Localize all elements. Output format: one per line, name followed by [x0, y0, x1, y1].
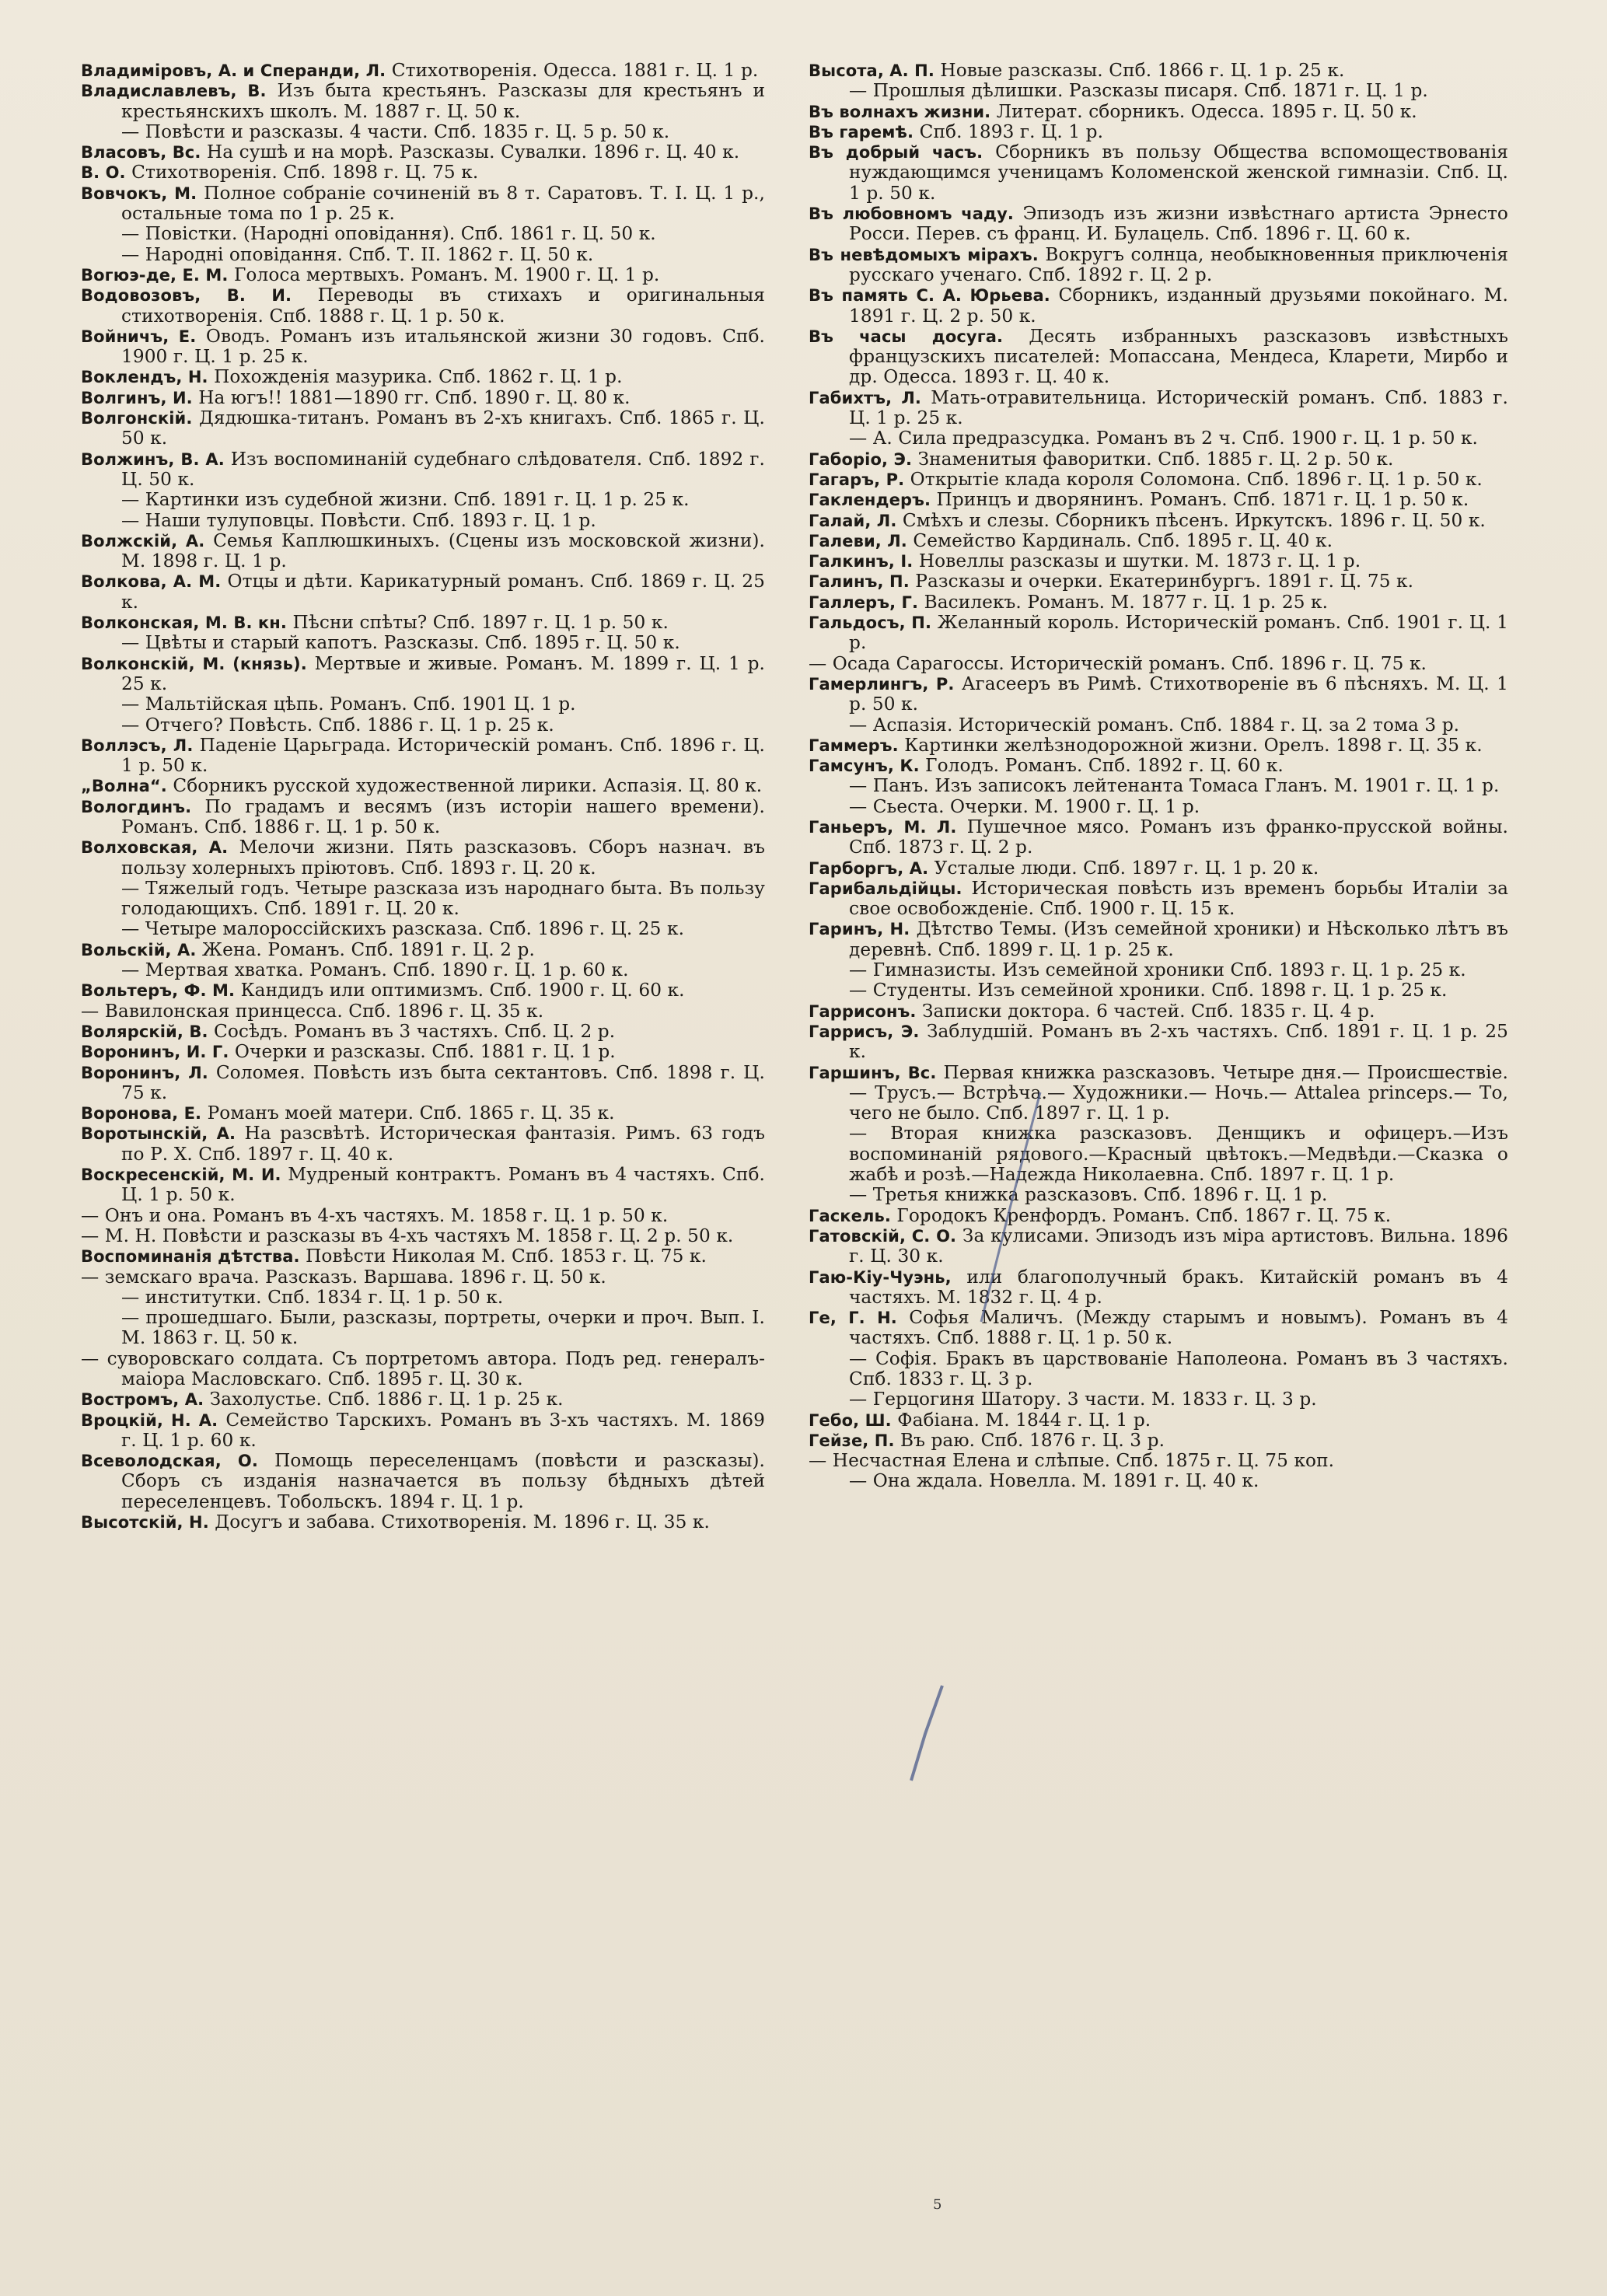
- sub-entry: — Студенты. Изъ семейной хроники. Спб. 1898 г. Ц. 1 р. 25 к.: [849, 980, 1448, 1001]
- entry: [809, 142, 1508, 204]
- entry-heading: Въ гаремѣ.: [809, 122, 914, 142]
- entry: [81, 654, 765, 695]
- entry: [81, 1512, 765, 1532]
- sub-entry: — Сьеста. Очерки. М. 1900 г. Ц. 1 р.: [849, 795, 1200, 817]
- entry-heading: Воронинъ, И. Г.: [81, 1043, 229, 1062]
- entry-text: Мать-отравительница. Историческій романъ. Спб. 1883 г. Ц. 1 р. 25 к.: [849, 386, 1508, 429]
- entry-text: Принцъ и дворянинъ. Романъ. Спб. 1871 г. Ц. 1 р. 50 к.: [936, 489, 1469, 511]
- entry-text: — Осада Сарагоссы. Историческій романъ. Спб. 1896 г. Ц. 75 к.: [809, 652, 1427, 674]
- entry-heading: Гаклендеръ.: [809, 491, 931, 510]
- sub-entry: — Мальтійская цѣпь. Романъ. Спб. 1901 Ц. 1 р.: [121, 694, 576, 715]
- entry-text: Изъ быта крестьянъ. Разсказы для крестьянъ и крестьянскихъ школъ. М. 1887 г. Ц. 50 к.: [121, 80, 765, 122]
- entry: [809, 511, 1508, 531]
- entry-text: Новеллы разсказы и шутки. М. 1873 г. Ц. 1 р.: [918, 550, 1361, 572]
- entry-heading: Волжскій, А.: [81, 531, 205, 550]
- entry-text: Разсказы и очерки. Екатеринбургъ. 1891 г. Ц. 75 к.: [915, 571, 1414, 592]
- entry-heading: Гамсунъ, К.: [809, 757, 920, 776]
- entry-text: На разсвѣтѣ. Историческая фантазія. Римъ. 63 годъ по Р. Х. Спб. 1897 г. Ц. 40 к.: [121, 1123, 765, 1165]
- entry: [809, 245, 1508, 286]
- entry-heading: Ганьеръ, М. Л.: [809, 817, 957, 837]
- entry-heading: Воротынскій, А.: [81, 1124, 236, 1144]
- entry-text: Сборникъ русской художественной лирики. Аспазія. Ц. 80 к.: [173, 775, 763, 797]
- entry-heading: Волконская, М. В. кн.: [81, 613, 287, 633]
- sub-entry: — Цвѣты и старый капотъ. Разсказы. Спб. 1895 г. Ц. 50 к.: [121, 632, 680, 654]
- entry-heading: Гаршинъ, Вс.: [809, 1063, 937, 1082]
- entry-text: Досугъ и забава. Стихотворенія. М. 1896 г. Ц. 35 к.: [215, 1511, 710, 1533]
- entry: [81, 1246, 765, 1267]
- entry-text: Агасееръ въ Римѣ. Стихотвореніе въ 6 пѣсняхъ. М. Ц. 1 р. 50 к.: [849, 673, 1509, 715]
- entry: [809, 571, 1508, 592]
- entry: [81, 285, 765, 327]
- sub-entry: — Повiстки. (Народнi оповiдання). Спб. 1861 г. Ц. 50 к.: [121, 223, 656, 245]
- entry: [809, 61, 1508, 81]
- entry: [81, 736, 765, 777]
- entry-text: Софья Маличъ. (Между старымъ и новымъ). Романъ въ 4 частяхъ. Спб. 1888 г. Ц. 1 р. 50 к.: [849, 1307, 1508, 1349]
- entry-heading: Габихтъ, Л.: [809, 388, 921, 407]
- entry-heading: Войничъ, Е.: [81, 327, 197, 346]
- sub-entry: — А. Сила предразсудка. Романъ въ 2 ч. Спб. 1900 г. Ц. 1 р. 50 к.: [849, 428, 1479, 449]
- entry: [809, 756, 1508, 776]
- entry-text: Сборникъ въ пользу Общества вспомоществованія нуждающимся ученицамъ Коломенской женской гимназіи. Спб. Ц. 1 р. 50 к.: [849, 142, 1508, 204]
- entry-heading: Гамерлингъ, Р.: [809, 674, 955, 694]
- entry-heading: Воклендъ, Н.: [81, 368, 208, 387]
- entry-heading: Габоріо, Э.: [809, 449, 913, 469]
- entry-heading: Востромъ, А.: [81, 1390, 204, 1410]
- entry-text: Мертвые и живые. Романъ. М. 1899 г. Ц. 1 р. 25 к.: [121, 652, 766, 694]
- sub-entry: — Отчего? Повѣсть. Спб. 1886 г. Ц. 1 р. 25 к.: [121, 714, 554, 736]
- entry: [81, 1389, 765, 1410]
- entry-heading: Вольтеръ, Ф. М.: [81, 981, 236, 1001]
- entry: [809, 551, 1508, 571]
- entry: [81, 1226, 765, 1246]
- entry-heading: Воспоминанія дѣтства.: [81, 1247, 300, 1267]
- entry-text: Голоса мертвыхъ. Романъ. М. 1900 г. Ц. 1 р.: [233, 264, 660, 285]
- entry-text: Первая книжка разсказовъ. Четыре дня.— Происшествіе.— Трусъ.— Встрѣча.— Художники.— Ночь.— Attalea princeps.— То, чего не было. Спб. 1897 г. Ц. 1 р.: [849, 1061, 1508, 1124]
- entry-text: или благополучный бракъ. Китайскій романъ въ 4 частяхъ. М. 1832 г. Ц. 4 р.: [849, 1266, 1508, 1308]
- entry-text: Десять избранныхъ разсказовъ извѣстныхъ французскихъ писателей: Мопассана, Мендеса, Кларети, Мирбо и др. Одесса. 1893 г. Ц. 40 к.: [849, 325, 1508, 388]
- entry: [809, 449, 1508, 470]
- entry: [809, 817, 1508, 858]
- entry-heading: Галай, Л.: [809, 511, 897, 530]
- entry-text: Кандидъ или оптимизмъ. Спб. 1900 г. Ц. 60 к.: [240, 980, 685, 1001]
- entry: [809, 1022, 1508, 1063]
- sub-entry: — Третья книжка разсказовъ. Спб. 1896 г. Ц. 1 р.: [849, 1184, 1328, 1206]
- entry: [81, 1410, 765, 1452]
- entry-text: Заблудшій. Романъ въ 2-хъ частяхъ. Спб. 1891 г. Ц. 1 р. 25 к.: [849, 1020, 1508, 1063]
- entry-heading: Высота, А. П.: [809, 61, 935, 80]
- entry: [809, 592, 1508, 613]
- entry-text: Сборникъ, изданный друзьями покойнаго. М. 1891 г. Ц. 2 р. 50 к.: [849, 285, 1508, 327]
- entry-heading: Въ невѣдомыхъ мірахъ.: [809, 245, 1039, 264]
- sub-entry: — Четыре малороссійскихъ разсказа. Спб. 1896 г. Ц. 25 к.: [121, 918, 685, 940]
- entry-heading: Воскресенскій, М. И.: [81, 1165, 281, 1185]
- entry-heading: Въ часы досуга.: [809, 327, 1004, 346]
- entry: [809, 122, 1508, 142]
- entry: [809, 285, 1508, 327]
- entry: [809, 654, 1508, 674]
- entry-heading: Воронова, Е.: [81, 1104, 202, 1124]
- left-column: [81, 61, 765, 1532]
- entry-text: Фабіана. М. 1844 г. Ц. 1 р.: [897, 1409, 1151, 1431]
- entry-text: Городокъ Кренфордъ. Романъ. Спб. 1867 г. Ц. 75 к.: [896, 1204, 1392, 1226]
- entry-text: Эпизодъ изъ жизни извѣстнаго артиста Эрнесто Росси. Перев. съ франц. И. Булацель. Спб. 1896 г. Ц. 60 к.: [849, 203, 1508, 245]
- entry: [81, 1001, 765, 1022]
- entry-heading: Волконскій, М. (князь).: [81, 654, 307, 673]
- entry-text: Записки доктора. 6 частей. Спб. 1835 г. Ц. 4 р.: [921, 1000, 1375, 1022]
- entry: [81, 1124, 765, 1165]
- entry: [81, 1165, 765, 1206]
- entry-text: Дѣтство Темы. (Изъ семейной хроники) и Нѣсколько лѣтъ въ деревнѣ. Спб. 1899 г. Ц. 1 р. 25 к.: [849, 918, 1508, 960]
- entry-text: Новые разсказы. Спб. 1866 г. Ц. 1 р. 25 к.: [940, 60, 1345, 81]
- entry-heading: Галкинъ, І.: [809, 552, 914, 571]
- entry: [81, 1042, 765, 1062]
- entry: [809, 490, 1508, 510]
- entry-heading: „Волна“.: [81, 777, 167, 796]
- entry-text: Открытіе клада короля Соломона. Спб. 1896 г. Ц. 1 р. 50 к.: [910, 468, 1483, 490]
- entry: [81, 327, 765, 368]
- entry-text: Романъ моей матери. Спб. 1865 г. Ц. 35 к.: [207, 1103, 615, 1124]
- entry-heading: Водовозовъ, В. И.: [81, 286, 292, 306]
- sub-entry: — институтки. Спб. 1834 г. Ц. 1 р. 50 к.: [121, 1286, 504, 1308]
- entry-text: Похожденія мазурика. Спб. 1862 г. Ц. 1 р.: [214, 366, 623, 388]
- entry-text: Семья Каплюшкиныхъ. (Сцены изъ московской жизни). М. 1898 г. Ц. 1 р.: [121, 529, 765, 572]
- entry-heading: Гебо, Ш.: [809, 1410, 892, 1430]
- entry-text: Полное собраніе сочиненій въ 8 т. Саратовъ. Т. I. Ц. 1 р., остальные тома по 1 р. 25 к.: [121, 182, 766, 225]
- entry-text: Стихотворенія. Одесса. 1881 г. Ц. 1 р.: [391, 60, 759, 81]
- sub-entry: — Народнi оповiдання. Спб. Т. II. 1862 г. Ц. 50 к.: [121, 243, 594, 265]
- entry-heading: Высотскій, Н.: [81, 1513, 209, 1532]
- sub-entry: — прошедшаго. Были, разсказы, портреты, очерки и проч. Вып. I. М. 1863 г. Ц. 50 к.: [121, 1307, 765, 1349]
- entry-text: Мудреный контрактъ. Романъ въ 4 частяхъ. Спб. Ц. 1 р. 50 к.: [121, 1164, 765, 1206]
- entry: [809, 327, 1508, 388]
- entry-text: Пѣсни спѣты? Спб. 1897 г. Ц. 1 р. 50 к.: [292, 612, 669, 634]
- entry-heading: Власовъ, Вс.: [81, 143, 201, 163]
- entry: [81, 776, 765, 796]
- entry-heading: Ге, Г. Н.: [809, 1309, 897, 1328]
- entry-heading: Волярскій, В.: [81, 1022, 208, 1041]
- entry-heading: Гатовскій, С. О.: [809, 1226, 957, 1246]
- entry-text: — земскаго врача. Разсказъ. Варшава. 1896 г. Ц. 50 к.: [81, 1266, 606, 1288]
- sub-entry: — Вторая книжка разсказовъ. Денщикъ и офицеръ.—Изъ воспоминаній рядового.—Красный цвѣтокъ.—Медвѣди.—Сказка о жабѣ и розѣ.—Надежда Николаевна. Спб. 1897 г. Ц. 1 р.: [849, 1123, 1508, 1186]
- entry-text: Повѣсти Николая М. Спб. 1853 г. Ц. 75 к.: [306, 1246, 707, 1267]
- entry-heading: Въ память С. А. Юрьева.: [809, 286, 1050, 306]
- entry-text: Изъ воспоминаній судебнаго слѣдователя. Спб. 1892 г. Ц. 50 к.: [121, 448, 765, 490]
- right-column: [809, 61, 1508, 1492]
- entry-text: Оводъ. Романъ изъ итальянской жизни 30 годовъ. Спб. 1900 г. Ц. 1 р. 25 к.: [121, 325, 766, 368]
- entry: [81, 1451, 765, 1512]
- entry: [81, 388, 765, 408]
- entry-heading: Всеволодская, О.: [81, 1452, 258, 1471]
- entry-text: Василекъ. Романъ. М. 1877 г. Ц. 1 р. 25 к.: [924, 591, 1329, 613]
- entry: [81, 531, 765, 572]
- entry: [81, 940, 765, 960]
- entry: [809, 858, 1508, 879]
- sub-entry: — Гимназисты. Изъ семейной хроники Спб. 1893 г. Ц. 1 р. 25 к.: [849, 959, 1466, 981]
- entry: [809, 1206, 1508, 1226]
- entry-text: На югъ!! 1881—1890 гг. Спб. 1890 г. Ц. 80 к.: [198, 386, 631, 408]
- entry-text: Знаменитыя фаворитки. Спб. 1885 г. Ц. 2 р. 50 к.: [917, 448, 1394, 470]
- entry-text: — Онъ и она. Романъ въ 4-хъ частяхъ. М. 1858 г. Ц. 1 р. 50 к.: [81, 1204, 669, 1226]
- entry-heading: В. О.: [81, 163, 126, 183]
- entry: [81, 797, 765, 838]
- entry-text: Соломея. Повѣсть изъ быта сектантовъ. Спб. 1898 г. Ц. 75 к.: [121, 1061, 765, 1103]
- page-number: 5: [933, 2196, 942, 2213]
- entry-text: Переводы въ стихахъ и оригинальныя стихотворенія. Спб. 1888 г. Ц. 1 р. 50 к.: [121, 285, 765, 327]
- entry-text: Семейство Тарскихъ. Романъ въ 3-хъ частяхъ. М. 1869 г. Ц. 1 р. 60 к.: [121, 1409, 765, 1451]
- entry-heading: Въ волнахъ жизни.: [809, 102, 991, 121]
- entry-text: — Несчастная Елена и слѣпые. Спб. 1875 г. Ц. 75 коп.: [809, 1450, 1335, 1472]
- entry: [809, 470, 1508, 490]
- entry-heading: Въ добрый часъ.: [809, 143, 983, 163]
- entry-heading: Гарибальдійцы.: [809, 879, 962, 898]
- entry-heading: Вольскій, А.: [81, 940, 197, 959]
- entry-heading: Вогюэ-де, Е. М.: [81, 265, 229, 285]
- entry: [809, 613, 1508, 654]
- entry-heading: Галлеръ, Г.: [809, 592, 919, 612]
- sub-entry: — Прошлыя дѣлишки. Разсказы писаря. Спб. 1871 г. Ц. 1 р.: [849, 80, 1428, 102]
- entry-heading: Вовчокъ, М.: [81, 183, 197, 203]
- entry-text: Въ раю. Спб. 1876 г. Ц. 3 р.: [900, 1429, 1165, 1451]
- entry-text: Помощь переселенцамъ (повѣсти и разсказы). Сборъ съ изданія назначается въ пользу бѣдныхъ дѣтей переселенцевъ. Тобольскъ. 1894 г. Ц. 1 р.: [121, 1450, 765, 1512]
- entry: [81, 81, 765, 122]
- sub-entry: — Аспазія. Историческій романъ. Спб. 1884 г. Ц. за 2 тома 3 р.: [849, 714, 1460, 736]
- sub-entry: — Панъ. Изъ записокъ лейтенанта Томаса Гланъ. М. 1901 г. Ц. 1 р.: [849, 775, 1500, 797]
- entry: [809, 1001, 1508, 1022]
- entry: [81, 613, 765, 633]
- entry-heading: Гаю-Кіу-Чуэнь,: [809, 1267, 952, 1287]
- entry-text: Пушечное мясо. Романъ изъ франко-прусской войны. Спб. 1873 г. Ц. 2 р.: [849, 816, 1508, 858]
- entry-text: Усталые люди. Спб. 1897 г. Ц. 1 р. 20 к.: [934, 857, 1319, 879]
- entry: [81, 1206, 765, 1226]
- sub-entry: — Мертвая хватка. Романъ. Спб. 1890 г. Ц. 1 р. 60 к.: [121, 959, 629, 981]
- entry-text: Спб. 1893 г. Ц. 1 р.: [919, 121, 1104, 142]
- entry-heading: Гаррисъ, Э.: [809, 1022, 920, 1041]
- entry-text: По градамъ и весямъ (изъ исторіи нашего времени). Романъ. Спб. 1886 г. Ц. 1 р. 50 к.: [121, 795, 765, 837]
- sub-entry: — Наши тулуповцы. Повѣсти. Спб. 1893 г. Ц. 1 р.: [121, 509, 596, 531]
- entry: [81, 449, 765, 491]
- entry-text: Семейство Кардиналь. Спб. 1895 г. Ц. 40 к.: [913, 529, 1333, 551]
- entry-heading: Владиславлевъ, В.: [81, 82, 267, 101]
- entry-text: Жена. Романъ. Спб. 1891 г. Ц. 2 р.: [201, 938, 535, 960]
- entry: [81, 980, 765, 1001]
- sub-entry: — Повѣсти и разсказы. 4 части. Спб. 1835 г. Ц. 5 р. 50 к.: [121, 121, 670, 142]
- entry-heading: Вроцкій, Н. А.: [81, 1410, 218, 1430]
- entry: [81, 571, 765, 613]
- entry: [809, 1267, 1508, 1309]
- entry-text: Захолустье. Спб. 1886 г. Ц. 1 р. 25 к.: [209, 1389, 564, 1410]
- entry-text: Картинки желѣзнодорожной жизни. Орелъ. 1898 г. Ц. 35 к.: [904, 734, 1483, 756]
- entry-text: Вокругъ солнца, необыкновенныя приключенія русскаго ученаго. Спб. 1892 г. Ц. 2 р.: [849, 243, 1508, 285]
- entry: [809, 674, 1508, 715]
- entry-heading: Волжинъ, В. А.: [81, 449, 225, 469]
- entry-text: — суворовскаго солдата. Съ портретомъ автора. Подъ ред. генералъ-маіора Масловскаго. Спб. 1895 г. Ц. 30 к.: [81, 1347, 765, 1389]
- entry-text: Паденіе Царьграда. Историческій романъ. Спб. 1896 г. Ц. 1 р. 50 к.: [121, 734, 765, 777]
- entry: [809, 1410, 1508, 1431]
- entry: [809, 204, 1508, 245]
- entry-heading: Вологдинъ.: [81, 797, 192, 816]
- sub-entry: — Софія. Бракъ въ царствованіе Наполеона. Романъ въ 3 частяхъ. Спб. 1833 г. Ц. 3 р.: [849, 1347, 1508, 1389]
- entry-heading: Воронинъ, Л.: [81, 1063, 208, 1082]
- sub-entry: — Картинки изъ судебной жизни. Спб. 1891 г. Ц. 1 р. 25 к.: [121, 489, 690, 511]
- entry-heading: Волкова, А. М.: [81, 572, 222, 592]
- entry-text: Желанный король. Историческій романъ. Спб. 1901 г. Ц. 1 р.: [849, 612, 1508, 654]
- entry-heading: Волгинъ, И.: [81, 388, 193, 407]
- entry: [809, 919, 1508, 960]
- entry: [81, 1022, 765, 1042]
- entry: [809, 102, 1508, 122]
- entry-text: Смѣхъ и слезы. Сборникъ пѣсенъ. Иркутскъ. 1896 г. Ц. 50 к.: [902, 509, 1486, 531]
- entry: [809, 1063, 1508, 1124]
- entry-text: Голодъ. Романъ. Спб. 1892 г. Ц. 60 к.: [925, 755, 1284, 777]
- entry: [81, 265, 765, 285]
- entry: [81, 142, 765, 163]
- entry: [809, 736, 1508, 756]
- entry-heading: Галеви, Л.: [809, 531, 907, 550]
- entry: [809, 388, 1508, 429]
- sub-entry: — Она ждала. Новелла. М. 1891 г. Ц. 40 к.: [849, 1470, 1259, 1492]
- entry-heading: Гарборгъ, А.: [809, 858, 929, 878]
- entry-heading: Гейзе, П.: [809, 1431, 895, 1450]
- entry-text: Сосѣдъ. Романъ въ 3 частяхъ. Спб. Ц. 2 р.: [214, 1020, 616, 1042]
- entry-text: — М. Н. Повѣсти и разсказы въ 4-хъ частяхъ М. 1858 г. Ц. 2 р. 50 к.: [81, 1225, 734, 1246]
- entry: [81, 1103, 765, 1124]
- entry: [81, 367, 765, 387]
- entry-heading: Волгонскій.: [81, 409, 193, 428]
- entry: [81, 61, 765, 81]
- entry-text: Очерки и разсказы. Спб. 1881 г. Ц. 1 р.: [234, 1041, 616, 1063]
- entry-heading: Гагаръ, Р.: [809, 470, 905, 489]
- sub-entry: — Тяжелый годъ. Четыре разсказа изъ народнаго быта. Въ пользу голодающихъ. Спб. 1891 г. Ц. 20 к.: [121, 877, 765, 920]
- entry-text: Отцы и дѣти. Карикатурный романъ. Спб. 1869 г. Ц. 25 к.: [121, 571, 765, 613]
- entry-text: — Вавилонская принцесса. Спб. 1896 г. Ц. 35 к.: [81, 1000, 544, 1022]
- entry: [809, 1451, 1508, 1471]
- entry-text: Дядюшка-титанъ. Романъ въ 2-хъ книгахъ. Спб. 1865 г. Ц. 50 к.: [121, 407, 765, 449]
- entry-text: За кулисами. Эпизодъ изъ міра артистовъ. Вильна. 1896 г. Ц. 30 к.: [849, 1225, 1508, 1267]
- entry: [81, 163, 765, 183]
- entry-text: На сушѣ и на морѣ. Разсказы. Сувалки. 1896 г. Ц. 40 к.: [206, 142, 740, 163]
- entry-heading: Воллэсъ, Л.: [81, 736, 194, 755]
- entry-heading: Гаринъ, Н.: [809, 920, 910, 939]
- entry: [81, 183, 765, 225]
- entry-heading: Волховская, А.: [81, 838, 229, 858]
- sub-entry: — Герцогиня Шатору. 3 части. М. 1833 г. Ц. 3 р.: [849, 1389, 1317, 1410]
- entry: [81, 1267, 765, 1288]
- entry-text: Мелочи жизни. Пять разсказовъ. Сборъ назнач. въ пользу холерныхъ пріютовъ. Спб. 1893 г. Ц. 20 к.: [121, 837, 765, 879]
- entry-heading: Гальдосъ, П.: [809, 613, 932, 633]
- entry-heading: Гаскель.: [809, 1206, 891, 1225]
- entry: [81, 1349, 765, 1390]
- entry: [81, 837, 765, 879]
- entry: [809, 879, 1508, 920]
- entry-text: Стихотворенія. Спб. 1898 г. Ц. 75 к.: [131, 162, 479, 183]
- entry-heading: Гаммеръ.: [809, 736, 899, 755]
- entry: [809, 1431, 1508, 1451]
- entry-heading: Галинъ, П.: [809, 572, 910, 592]
- entry-text: Литерат. сборникъ. Одесса. 1895 г. Ц. 50 к.: [996, 100, 1417, 122]
- entry: [81, 408, 765, 449]
- entry-heading: Гаррисонъ.: [809, 1001, 917, 1021]
- entry-text: Историческая повѣсть изъ временъ борьбы Италіи за свое освобожденіе. Спб. 1900 г. Ц. 15 к.: [849, 877, 1508, 920]
- entry-heading: Въ любовномъ чаду.: [809, 204, 1014, 224]
- entry-heading: Владиміровъ, А. и Сперанди, Л.: [81, 61, 386, 80]
- entry: [81, 1063, 765, 1104]
- entry: [809, 1226, 1508, 1267]
- entry: [809, 1308, 1508, 1349]
- entry: [809, 531, 1508, 551]
